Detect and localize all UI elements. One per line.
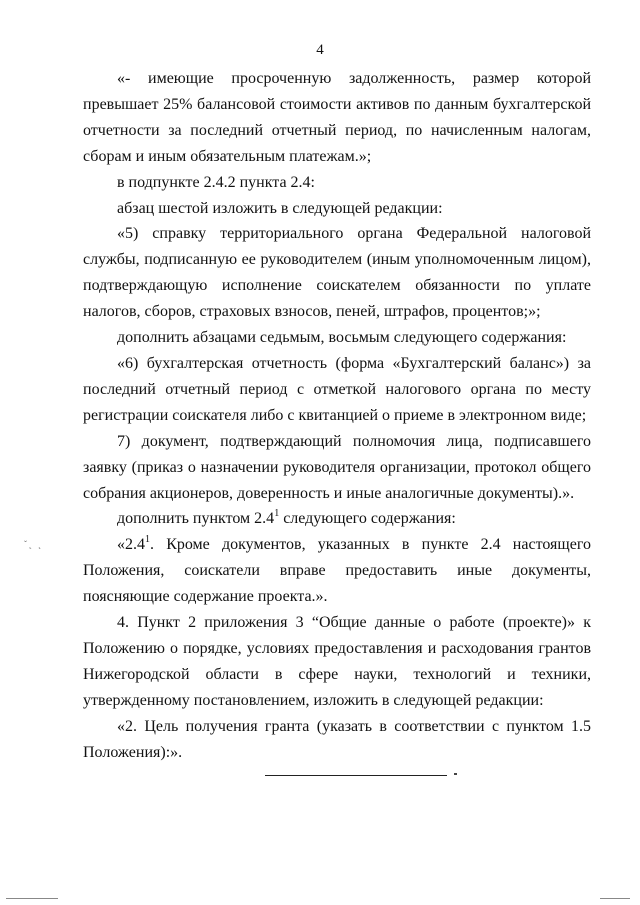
paragraph-2-4-1-intro (83, 506, 591, 532)
end-rule (265, 775, 447, 776)
text-fragment: «2.4 (117, 536, 145, 554)
paragraph: «2. Цель получения гранта (указать в соответствии с пунктом 1.5 Положения):». (83, 717, 591, 761)
scan-edge-mark: ˇ˛ ˛ (24, 539, 44, 549)
superscript: 1 (274, 508, 280, 520)
paragraph: 4. Пункт 2 приложения 3 “Общие данные о работе (проекте)» к Положению о порядке, условиях предоставления и расходования грантов Нижегородской области в сфере науки, технологий и техники, утвержденному постановлением, изложить в следующей редакции: (83, 614, 591, 709)
scan-bottom-edge (600, 898, 630, 899)
scan-bottom-edge (6, 898, 58, 899)
paragraph: «5) справку территориального органа Федеральной налоговой службы, подписанную ее руководителем (иным уполномоченным лицом), подтверждающую исполнение соискателем обязанности по уплате налогов, сборов, страховых взносов, пеней, штрафов, процентов;»; (83, 225, 591, 321)
text-fragment: . Кроме документов, указанных в пункте 2.4 настоящего Положения, соискатели вправе предоставить иные документы, поясняющие содержание проекта.». (83, 536, 591, 606)
paragraph: «- имеющие просроченную задолженность, размер которой превышает 25% балансовой стоимости активов по данным бухгалтерской отчетности за последний отчетный период, по начисленным налогам, сборам и иным обязательным платежам.»; (83, 70, 591, 165)
scan-speck (454, 773, 457, 775)
text-fragment: дополнить пунктом 2.4 (117, 510, 275, 528)
paragraph: дополнить абзацами седьмым, восьмым следующего содержания: (117, 329, 567, 347)
superscript: 1 (145, 533, 150, 545)
page-number: 4 (316, 42, 324, 58)
paragraph: абзац шестой изложить в следующей редакции: (117, 199, 443, 217)
text-fragment: следующего содержания: (279, 510, 456, 528)
paragraph-2-4-1-text (83, 532, 591, 610)
paragraph: «6) бухгалтерская отчетность (форма «Бухгалтерский баланс») за последний отчетный период с отметкой налогового органа по месту регистрации соискателя либо с квитанцией о приеме в электронном виде; (83, 354, 591, 424)
document-body (83, 66, 591, 765)
paragraph: в подпункте 2.4.2 пункта 2.4: (117, 173, 315, 191)
paragraph: 7) документ, подтверждающий полномочия лица, подписавшего заявку (приказ о назначении руководителя организации, протокол общего собрания акционеров, доверенность и иные аналогичные документы).». (83, 432, 591, 502)
